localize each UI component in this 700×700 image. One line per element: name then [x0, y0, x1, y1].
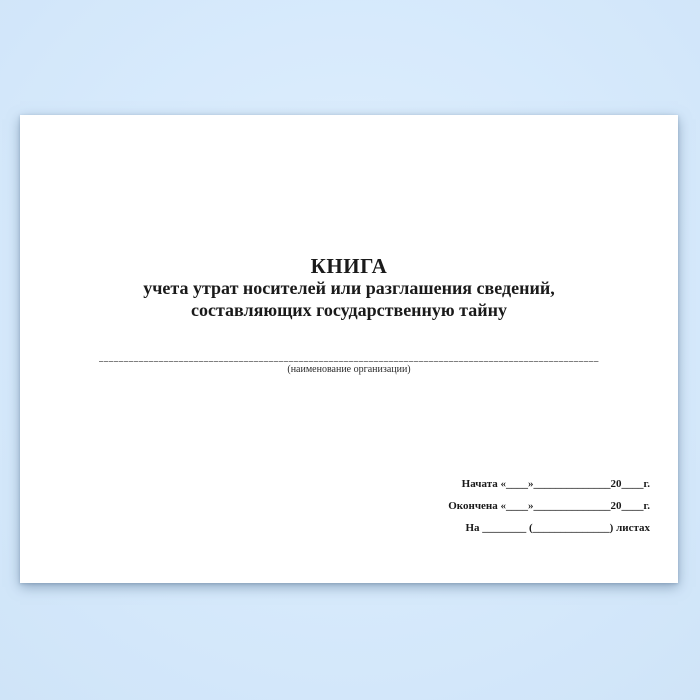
organization-name-blank-line [99, 361, 599, 362]
document-cover-page [20, 115, 678, 583]
document-subtitle-line1: учета утрат носителей или разглашения сведений, [143, 278, 555, 298]
title-block [20, 255, 678, 321]
field-finished-date: Окончена «____»______________20____г. [448, 500, 650, 512]
organization-name-caption: (наименование организации) [287, 364, 411, 375]
document-title: КНИГА [310, 254, 388, 278]
organization-name-block [99, 353, 599, 376]
document-subtitle-line2: составляющих государственную тайну [191, 300, 507, 320]
date-fields-block [448, 473, 650, 539]
field-started-date: Начата «____»______________20____г. [461, 478, 650, 490]
field-sheet-count: На ________ (______________) листах [465, 522, 650, 534]
